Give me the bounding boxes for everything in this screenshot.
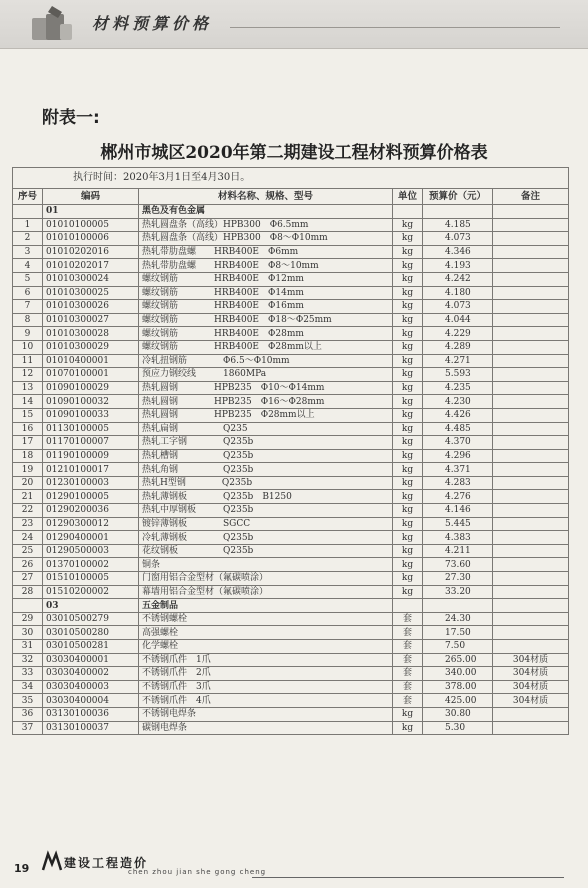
page-header [0, 0, 588, 49]
row-number-cell: 8 [13, 313, 43, 327]
material-code-cell: 01010202016 [43, 245, 139, 259]
table-row [13, 721, 569, 735]
material-name-cell: 热轧带肋盘螺 HRB400E Φ8～10mm [139, 259, 393, 273]
material-code-cell: 01010300025 [43, 286, 139, 300]
remark-cell [493, 517, 569, 531]
row-number-cell: 12 [13, 368, 43, 382]
execution-period: 执行时间：2020年3月1日至4月30日。 [13, 168, 569, 189]
material-name-cell: 热轧带肋盘螺 HRB400E Φ6mm [139, 245, 393, 259]
row-number-cell: 34 [13, 680, 43, 694]
budget-price-cell: 4.185 [423, 218, 493, 232]
unit-cell: 套 [393, 680, 423, 694]
material-name-cell: 热轧扁钢 Q235 [139, 422, 393, 436]
budget-price-cell: 27.30 [423, 572, 493, 586]
remark-cell [493, 531, 569, 545]
material-code-cell: 03010500280 [43, 626, 139, 640]
material-name-cell: 镀锌薄钢板 SGCC [139, 517, 393, 531]
unit-cell: kg [393, 340, 423, 354]
remark-cell [493, 340, 569, 354]
material-name-cell: 预应力钢绞线 1860MPa [139, 368, 393, 382]
budget-price-cell: 5.30 [423, 721, 493, 735]
remark-cell [493, 354, 569, 368]
material-code-cell: 03030400004 [43, 694, 139, 708]
material-code-cell: 01070100001 [43, 368, 139, 382]
table-row [13, 517, 569, 531]
material-code-cell: 01010300028 [43, 327, 139, 341]
material-code-cell: 03030400002 [43, 667, 139, 681]
material-code-cell: 01090100033 [43, 408, 139, 422]
table-row [13, 544, 569, 558]
remark-cell [493, 436, 569, 450]
unit-cell: kg [393, 422, 423, 436]
row-number-cell: 24 [13, 531, 43, 545]
table-row [13, 327, 569, 341]
budget-price-cell [423, 205, 493, 219]
category-row [13, 599, 569, 613]
remark-cell [493, 327, 569, 341]
material-code-cell: 01090100029 [43, 381, 139, 395]
material-name-cell: 螺纹钢筋 HRB400E Φ18～Φ25mm [139, 313, 393, 327]
material-name-cell: 花纹钢板 Q235b [139, 544, 393, 558]
row-number-cell: 3 [13, 245, 43, 259]
remark-cell [493, 572, 569, 586]
col-header-code: 编码 [43, 189, 139, 205]
col-header-price: 预算价（元） [423, 189, 493, 205]
material-code-cell: 01010202017 [43, 259, 139, 273]
material-code-cell: 01290200036 [43, 504, 139, 518]
table-row [13, 395, 569, 409]
row-number-cell: 11 [13, 354, 43, 368]
budget-price-cell: 7.50 [423, 640, 493, 654]
table-row [13, 436, 569, 450]
material-code-cell: 01190100009 [43, 449, 139, 463]
remark-cell [493, 640, 569, 654]
budget-price-cell: 4.371 [423, 463, 493, 477]
budget-price-cell: 4.346 [423, 245, 493, 259]
budget-price-cell: 4.276 [423, 490, 493, 504]
table-row [13, 490, 569, 504]
remark-cell: 304材质 [493, 653, 569, 667]
remark-cell [493, 205, 569, 219]
unit-cell: kg [393, 517, 423, 531]
unit-cell: kg [393, 721, 423, 735]
material-code-cell: 01510100005 [43, 572, 139, 586]
col-header-unit: 单位 [393, 189, 423, 205]
material-code-cell: 03030400001 [43, 653, 139, 667]
unit-cell: kg [393, 218, 423, 232]
unit-cell: kg [393, 436, 423, 450]
budget-price-cell: 4.370 [423, 436, 493, 450]
material-name-cell: 冷轧薄钢板 Q235b [139, 531, 393, 545]
table-row [13, 313, 569, 327]
material-code-cell: 01290300012 [43, 517, 139, 531]
unit-cell: kg [393, 558, 423, 572]
remark-cell [493, 612, 569, 626]
table-row [13, 286, 569, 300]
unit-cell: kg [393, 707, 423, 721]
remark-cell: 304材质 [493, 667, 569, 681]
row-number-cell: 6 [13, 286, 43, 300]
row-number-cell: 27 [13, 572, 43, 586]
unit-cell: kg [393, 259, 423, 273]
table-row [13, 680, 569, 694]
table-row [13, 585, 569, 599]
brand-pinyin: chen zhou jian she gong cheng [128, 868, 267, 876]
material-name-cell: 热轧薄钢板 Q235b B1250 [139, 490, 393, 504]
remark-cell [493, 313, 569, 327]
row-number-cell: 31 [13, 640, 43, 654]
remark-cell [493, 490, 569, 504]
material-code-cell: 01010100005 [43, 218, 139, 232]
material-code-cell: 03130100036 [43, 707, 139, 721]
budget-price-cell: 4.485 [423, 422, 493, 436]
price-table [12, 167, 569, 735]
unit-cell [393, 599, 423, 613]
table-row [13, 422, 569, 436]
material-name-cell: 高强螺栓 [139, 626, 393, 640]
material-name-cell: 不锈钢螺栓 [139, 612, 393, 626]
unit-cell: kg [393, 476, 423, 490]
remark-cell [493, 449, 569, 463]
material-name-cell: 螺纹钢筋 HRB400E Φ14mm [139, 286, 393, 300]
unit-cell: 套 [393, 694, 423, 708]
row-number-cell: 30 [13, 626, 43, 640]
budget-price-cell: 4.296 [423, 449, 493, 463]
row-number-cell: 1 [13, 218, 43, 232]
remark-cell [493, 368, 569, 382]
unit-cell: kg [393, 286, 423, 300]
table-row [13, 558, 569, 572]
table-row [13, 572, 569, 586]
remark-cell [493, 463, 569, 477]
material-name-cell: 五金制品 [139, 599, 393, 613]
unit-cell: kg [393, 313, 423, 327]
unit-cell: kg [393, 232, 423, 246]
material-code-cell: 03130100037 [43, 721, 139, 735]
material-code-cell: 01510200002 [43, 585, 139, 599]
material-code-cell: 01010100006 [43, 232, 139, 246]
unit-cell: kg [393, 449, 423, 463]
row-number-cell: 7 [13, 300, 43, 314]
row-number-cell: 2 [13, 232, 43, 246]
material-name-cell: 幕墙用铝合金型材（氟碳喷涂） [139, 585, 393, 599]
table-row [13, 245, 569, 259]
budget-price-cell: 4.271 [423, 354, 493, 368]
material-code-cell: 01010300024 [43, 272, 139, 286]
material-name-cell: 螺纹钢筋 HRB400E Φ28mm [139, 327, 393, 341]
table-row [13, 218, 569, 232]
material-code-cell: 01010300026 [43, 300, 139, 314]
header-divider [230, 27, 560, 28]
material-name-cell: 热轧角钢 Q235b [139, 463, 393, 477]
table-row [13, 612, 569, 626]
table-row [13, 476, 569, 490]
material-name-cell: 热轧圆钢 HPB235 Φ10～Φ14mm [139, 381, 393, 395]
row-number-cell [13, 205, 43, 219]
material-code-cell: 01130100005 [43, 422, 139, 436]
row-number-cell: 14 [13, 395, 43, 409]
col-header-no: 序号 [13, 189, 43, 205]
budget-price-cell [423, 599, 493, 613]
table-row [13, 667, 569, 681]
table-row [13, 653, 569, 667]
row-number-cell: 32 [13, 653, 43, 667]
row-number-cell: 17 [13, 436, 43, 450]
budget-price-cell: 4.383 [423, 531, 493, 545]
remark-cell [493, 504, 569, 518]
material-code-cell: 01210100017 [43, 463, 139, 477]
table-row [13, 640, 569, 654]
table-row [13, 694, 569, 708]
material-code-cell: 03030400003 [43, 680, 139, 694]
remark-cell [493, 585, 569, 599]
material-code-cell: 01090100032 [43, 395, 139, 409]
budget-price-cell: 4.229 [423, 327, 493, 341]
material-name-cell: 化学螺栓 [139, 640, 393, 654]
row-number-cell: 13 [13, 381, 43, 395]
remark-cell [493, 422, 569, 436]
table-row [13, 368, 569, 382]
table-row [13, 531, 569, 545]
unit-cell: kg [393, 490, 423, 504]
table-row [13, 463, 569, 477]
remark-cell [493, 626, 569, 640]
table-row [13, 259, 569, 273]
unit-cell: kg [393, 272, 423, 286]
budget-price-cell: 17.50 [423, 626, 493, 640]
col-header-note: 备注 [493, 189, 569, 205]
material-name-cell: 不锈钢电焊条 [139, 707, 393, 721]
budget-price-cell: 265.00 [423, 653, 493, 667]
remark-cell [493, 707, 569, 721]
brand-name: 建设工程造价 [64, 856, 149, 870]
budget-price-cell: 4.211 [423, 544, 493, 558]
budget-price-cell: 4.283 [423, 476, 493, 490]
document-title: 郴州市城区2020年第二期建设工程材料预算价格表 [100, 143, 488, 163]
row-number-cell: 16 [13, 422, 43, 436]
budget-price-cell: 24.30 [423, 612, 493, 626]
material-name-cell: 热轧圆盘条（高线）HPB300 Φ6.5mm [139, 218, 393, 232]
unit-cell: 套 [393, 653, 423, 667]
material-name-cell: 螺纹钢筋 HRB400E Φ12mm [139, 272, 393, 286]
table-row [13, 449, 569, 463]
remark-cell [493, 245, 569, 259]
material-code-cell: 03 [43, 599, 139, 613]
remark-cell [493, 408, 569, 422]
material-name-cell: 螺纹钢筋 HRB400E Φ28mm以上 [139, 340, 393, 354]
unit-cell: kg [393, 381, 423, 395]
remark-cell [493, 476, 569, 490]
unit-cell: kg [393, 572, 423, 586]
row-number-cell: 29 [13, 612, 43, 626]
budget-price-cell: 4.242 [423, 272, 493, 286]
budget-price-cell: 73.60 [423, 558, 493, 572]
material-code-cell: 01010300027 [43, 313, 139, 327]
unit-cell: 套 [393, 612, 423, 626]
budget-price-cell: 378.00 [423, 680, 493, 694]
remark-cell [493, 558, 569, 572]
budget-price-cell: 4.193 [423, 259, 493, 273]
material-name-cell: 不锈钢爪件 3爪 [139, 680, 393, 694]
row-number-cell: 25 [13, 544, 43, 558]
budget-price-cell: 5.593 [423, 368, 493, 382]
unit-cell: kg [393, 395, 423, 409]
material-name-cell: 铜条 [139, 558, 393, 572]
paint-bucket-logo-icon [28, 4, 76, 44]
row-number-cell: 22 [13, 504, 43, 518]
budget-price-cell: 4.073 [423, 300, 493, 314]
remark-cell [493, 272, 569, 286]
unit-cell: kg [393, 245, 423, 259]
remark-cell [493, 395, 569, 409]
budget-price-cell: 4.289 [423, 340, 493, 354]
unit-cell: 套 [393, 667, 423, 681]
budget-price-cell: 340.00 [423, 667, 493, 681]
category-row [13, 205, 569, 219]
budget-price-cell: 4.235 [423, 381, 493, 395]
row-number-cell: 9 [13, 327, 43, 341]
col-header-name: 材料名称、规格、型号 [139, 189, 393, 205]
material-name-cell: 热轧圆钢 HPB235 Φ28mm以上 [139, 408, 393, 422]
budget-price-cell: 4.180 [423, 286, 493, 300]
row-number-cell: 33 [13, 667, 43, 681]
material-code-cell: 01290400001 [43, 531, 139, 545]
budget-price-cell: 30.80 [423, 707, 493, 721]
table-row [13, 272, 569, 286]
table-row [13, 504, 569, 518]
remark-cell [493, 381, 569, 395]
row-number-cell: 18 [13, 449, 43, 463]
material-code-cell: 01170100007 [43, 436, 139, 450]
material-name-cell: 热轧槽钢 Q235b [139, 449, 393, 463]
unit-cell: kg [393, 585, 423, 599]
material-code-cell: 01290100005 [43, 490, 139, 504]
material-name-cell: 碳钢电焊条 [139, 721, 393, 735]
table-row [13, 354, 569, 368]
budget-price-cell: 4.426 [423, 408, 493, 422]
material-name-cell: 不锈钢爪件 1爪 [139, 653, 393, 667]
remark-cell [493, 286, 569, 300]
budget-price-cell: 4.230 [423, 395, 493, 409]
material-code-cell: 01370100002 [43, 558, 139, 572]
budget-price-cell: 4.044 [423, 313, 493, 327]
material-name-cell: 门窗用铝合金型材（氟碳喷涂） [139, 572, 393, 586]
unit-cell: kg [393, 531, 423, 545]
row-number-cell: 10 [13, 340, 43, 354]
material-name-cell: 热轧H型钢 Q235b [139, 476, 393, 490]
material-name-cell: 黑色及有色金属 [139, 205, 393, 219]
table-row [13, 707, 569, 721]
table-row [13, 340, 569, 354]
material-code-cell: 01010300029 [43, 340, 139, 354]
remark-cell: 304材质 [493, 694, 569, 708]
unit-cell: kg [393, 327, 423, 341]
budget-price-cell: 4.146 [423, 504, 493, 518]
table-row [13, 232, 569, 246]
footer-divider [252, 877, 564, 878]
material-code-cell: 01010400001 [43, 354, 139, 368]
material-code-cell: 01230100003 [43, 476, 139, 490]
table-row [13, 626, 569, 640]
remark-cell [493, 232, 569, 246]
unit-cell: kg [393, 463, 423, 477]
unit-cell: kg [393, 408, 423, 422]
remark-cell [493, 218, 569, 232]
material-name-cell: 热轧圆盘条（高线）HPB300 Φ8～Φ10mm [139, 232, 393, 246]
remark-cell [493, 259, 569, 273]
table-header-row [13, 189, 569, 205]
material-name-cell: 热轧中厚钢板 Q235b [139, 504, 393, 518]
section-title: 材料预算价格 [92, 14, 213, 33]
row-number-cell: 20 [13, 476, 43, 490]
row-number-cell: 28 [13, 585, 43, 599]
remark-cell [493, 300, 569, 314]
material-code-cell: 01 [43, 205, 139, 219]
brand-logo-icon [40, 850, 64, 874]
material-code-cell: 01290500003 [43, 544, 139, 558]
row-number-cell: 37 [13, 721, 43, 735]
unit-cell: kg [393, 504, 423, 518]
remark-cell [493, 721, 569, 735]
row-number-cell: 19 [13, 463, 43, 477]
table-row [13, 300, 569, 314]
row-number-cell: 21 [13, 490, 43, 504]
table-row [13, 381, 569, 395]
remark-cell [493, 599, 569, 613]
page-number: 19 [14, 862, 30, 875]
unit-cell: kg [393, 354, 423, 368]
row-number-cell: 5 [13, 272, 43, 286]
unit-cell: kg [393, 300, 423, 314]
remark-cell [493, 544, 569, 558]
remark-cell: 304材质 [493, 680, 569, 694]
row-number-cell: 35 [13, 694, 43, 708]
material-code-cell: 03010500279 [43, 612, 139, 626]
unit-cell: 套 [393, 640, 423, 654]
material-name-cell: 不锈钢爪件 2爪 [139, 667, 393, 681]
unit-cell: kg [393, 368, 423, 382]
row-number-cell [13, 599, 43, 613]
row-number-cell: 23 [13, 517, 43, 531]
table-row [13, 408, 569, 422]
unit-cell [393, 205, 423, 219]
budget-price-cell: 425.00 [423, 694, 493, 708]
budget-price-cell: 4.073 [423, 232, 493, 246]
budget-price-cell: 5.445 [423, 517, 493, 531]
material-name-cell: 热轧圆钢 HPB235 Φ16～Φ28mm [139, 395, 393, 409]
row-number-cell: 36 [13, 707, 43, 721]
material-name-cell: 不锈钢爪件 4爪 [139, 694, 393, 708]
material-name-cell: 冷轧扭钢筋 Φ6.5～Φ10mm [139, 354, 393, 368]
row-number-cell: 4 [13, 259, 43, 273]
material-name-cell: 热轧工字钢 Q235b [139, 436, 393, 450]
row-number-cell: 26 [13, 558, 43, 572]
material-code-cell: 03010500281 [43, 640, 139, 654]
row-number-cell: 15 [13, 408, 43, 422]
unit-cell: kg [393, 544, 423, 558]
unit-cell: 套 [393, 626, 423, 640]
material-name-cell: 螺纹钢筋 HRB400E Φ16mm [139, 300, 393, 314]
appendix-label: 附表一: [42, 108, 100, 128]
budget-price-cell: 33.20 [423, 585, 493, 599]
